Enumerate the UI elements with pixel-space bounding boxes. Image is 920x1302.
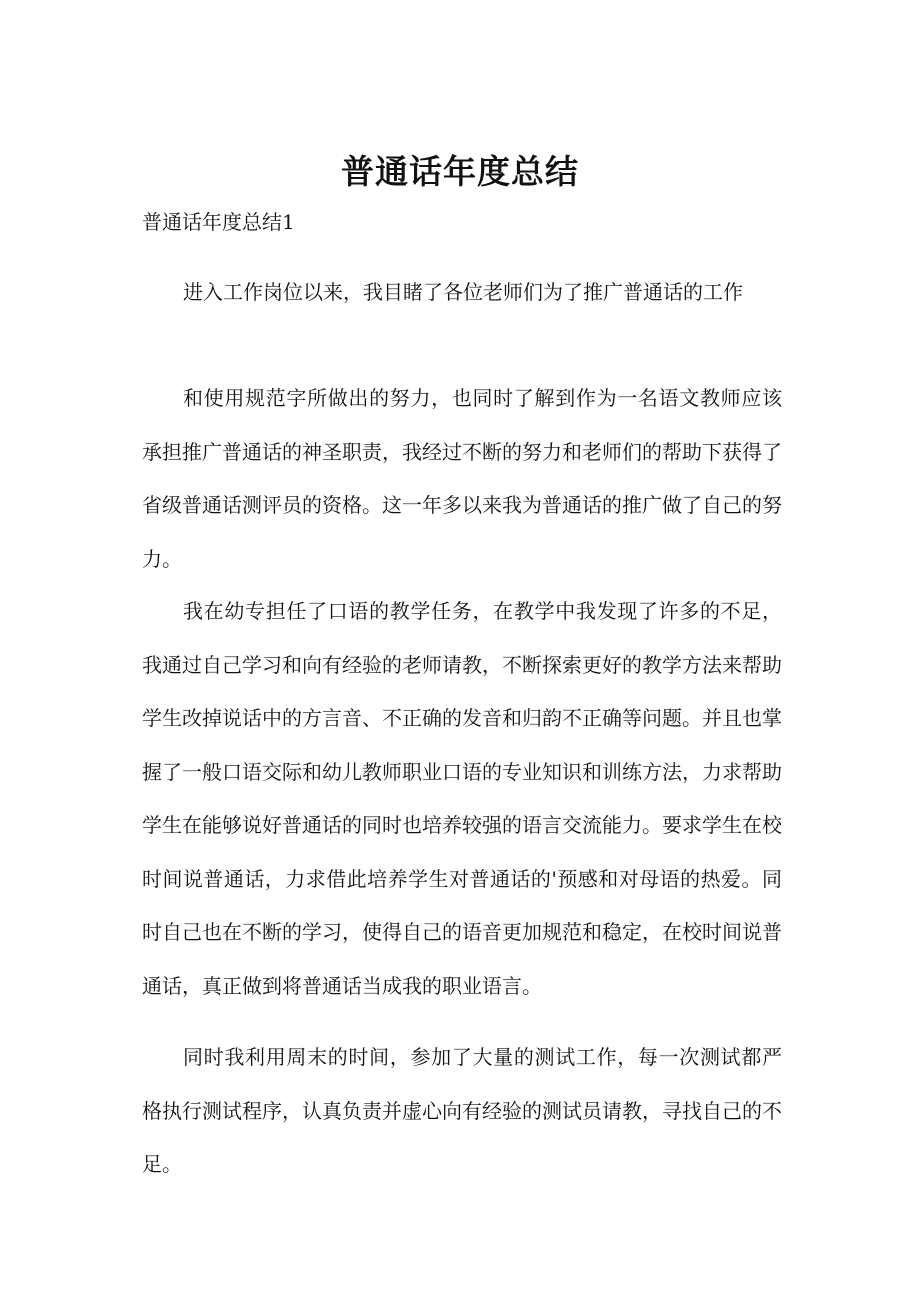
document-title: 普通话年度总结: [341, 152, 579, 191]
paragraph-3: 我在幼专担任了口语的教学任务，在教学中我发现了许多的不足，我通过自己学习和向有经验的老师请教，不断探索更好的教学方法来帮助学生改掉说话中的方言音、不正确的发音和归韵不正确等问题。并且也掌握了一般口语交际和幼儿教师职业口语的专业知识和训练方法，力求帮助学生在能够说好普通话的同时也培养较强的语言交流能力。要求学生在校时间说普通话，力求借此培养学生对普通话的'预感和对母语的热爱。同时自己也在不断的学习，使得自己的语音更加规范和稳定，在校时间说普通话，真正做到将普通话当成我的职业语言。: [142, 599, 782, 998]
section-heading: 普通话年度总结1: [142, 210, 295, 234]
paragraph-4: 同时我利用周末的时间，参加了大量的测试工作，每一次测试都严格执行测试程序，认真负责并虚心向有经验的测试员请教，寻找自己的不足。: [142, 1045, 782, 1176]
paragraph-1: 进入工作岗位以来，我目睹了各位老师们为了推广普通话的工作: [183, 280, 743, 304]
paragraph-2: 和使用规范字所做出的努力，也同时了解到作为一名语文教师应该承担推广普通话的神圣职责，我经过不断的努力和老师们的帮助下获得了省级普通话测评员的资格。这一年多以来我为普通话的推广做了自己的努力。: [142, 386, 782, 571]
